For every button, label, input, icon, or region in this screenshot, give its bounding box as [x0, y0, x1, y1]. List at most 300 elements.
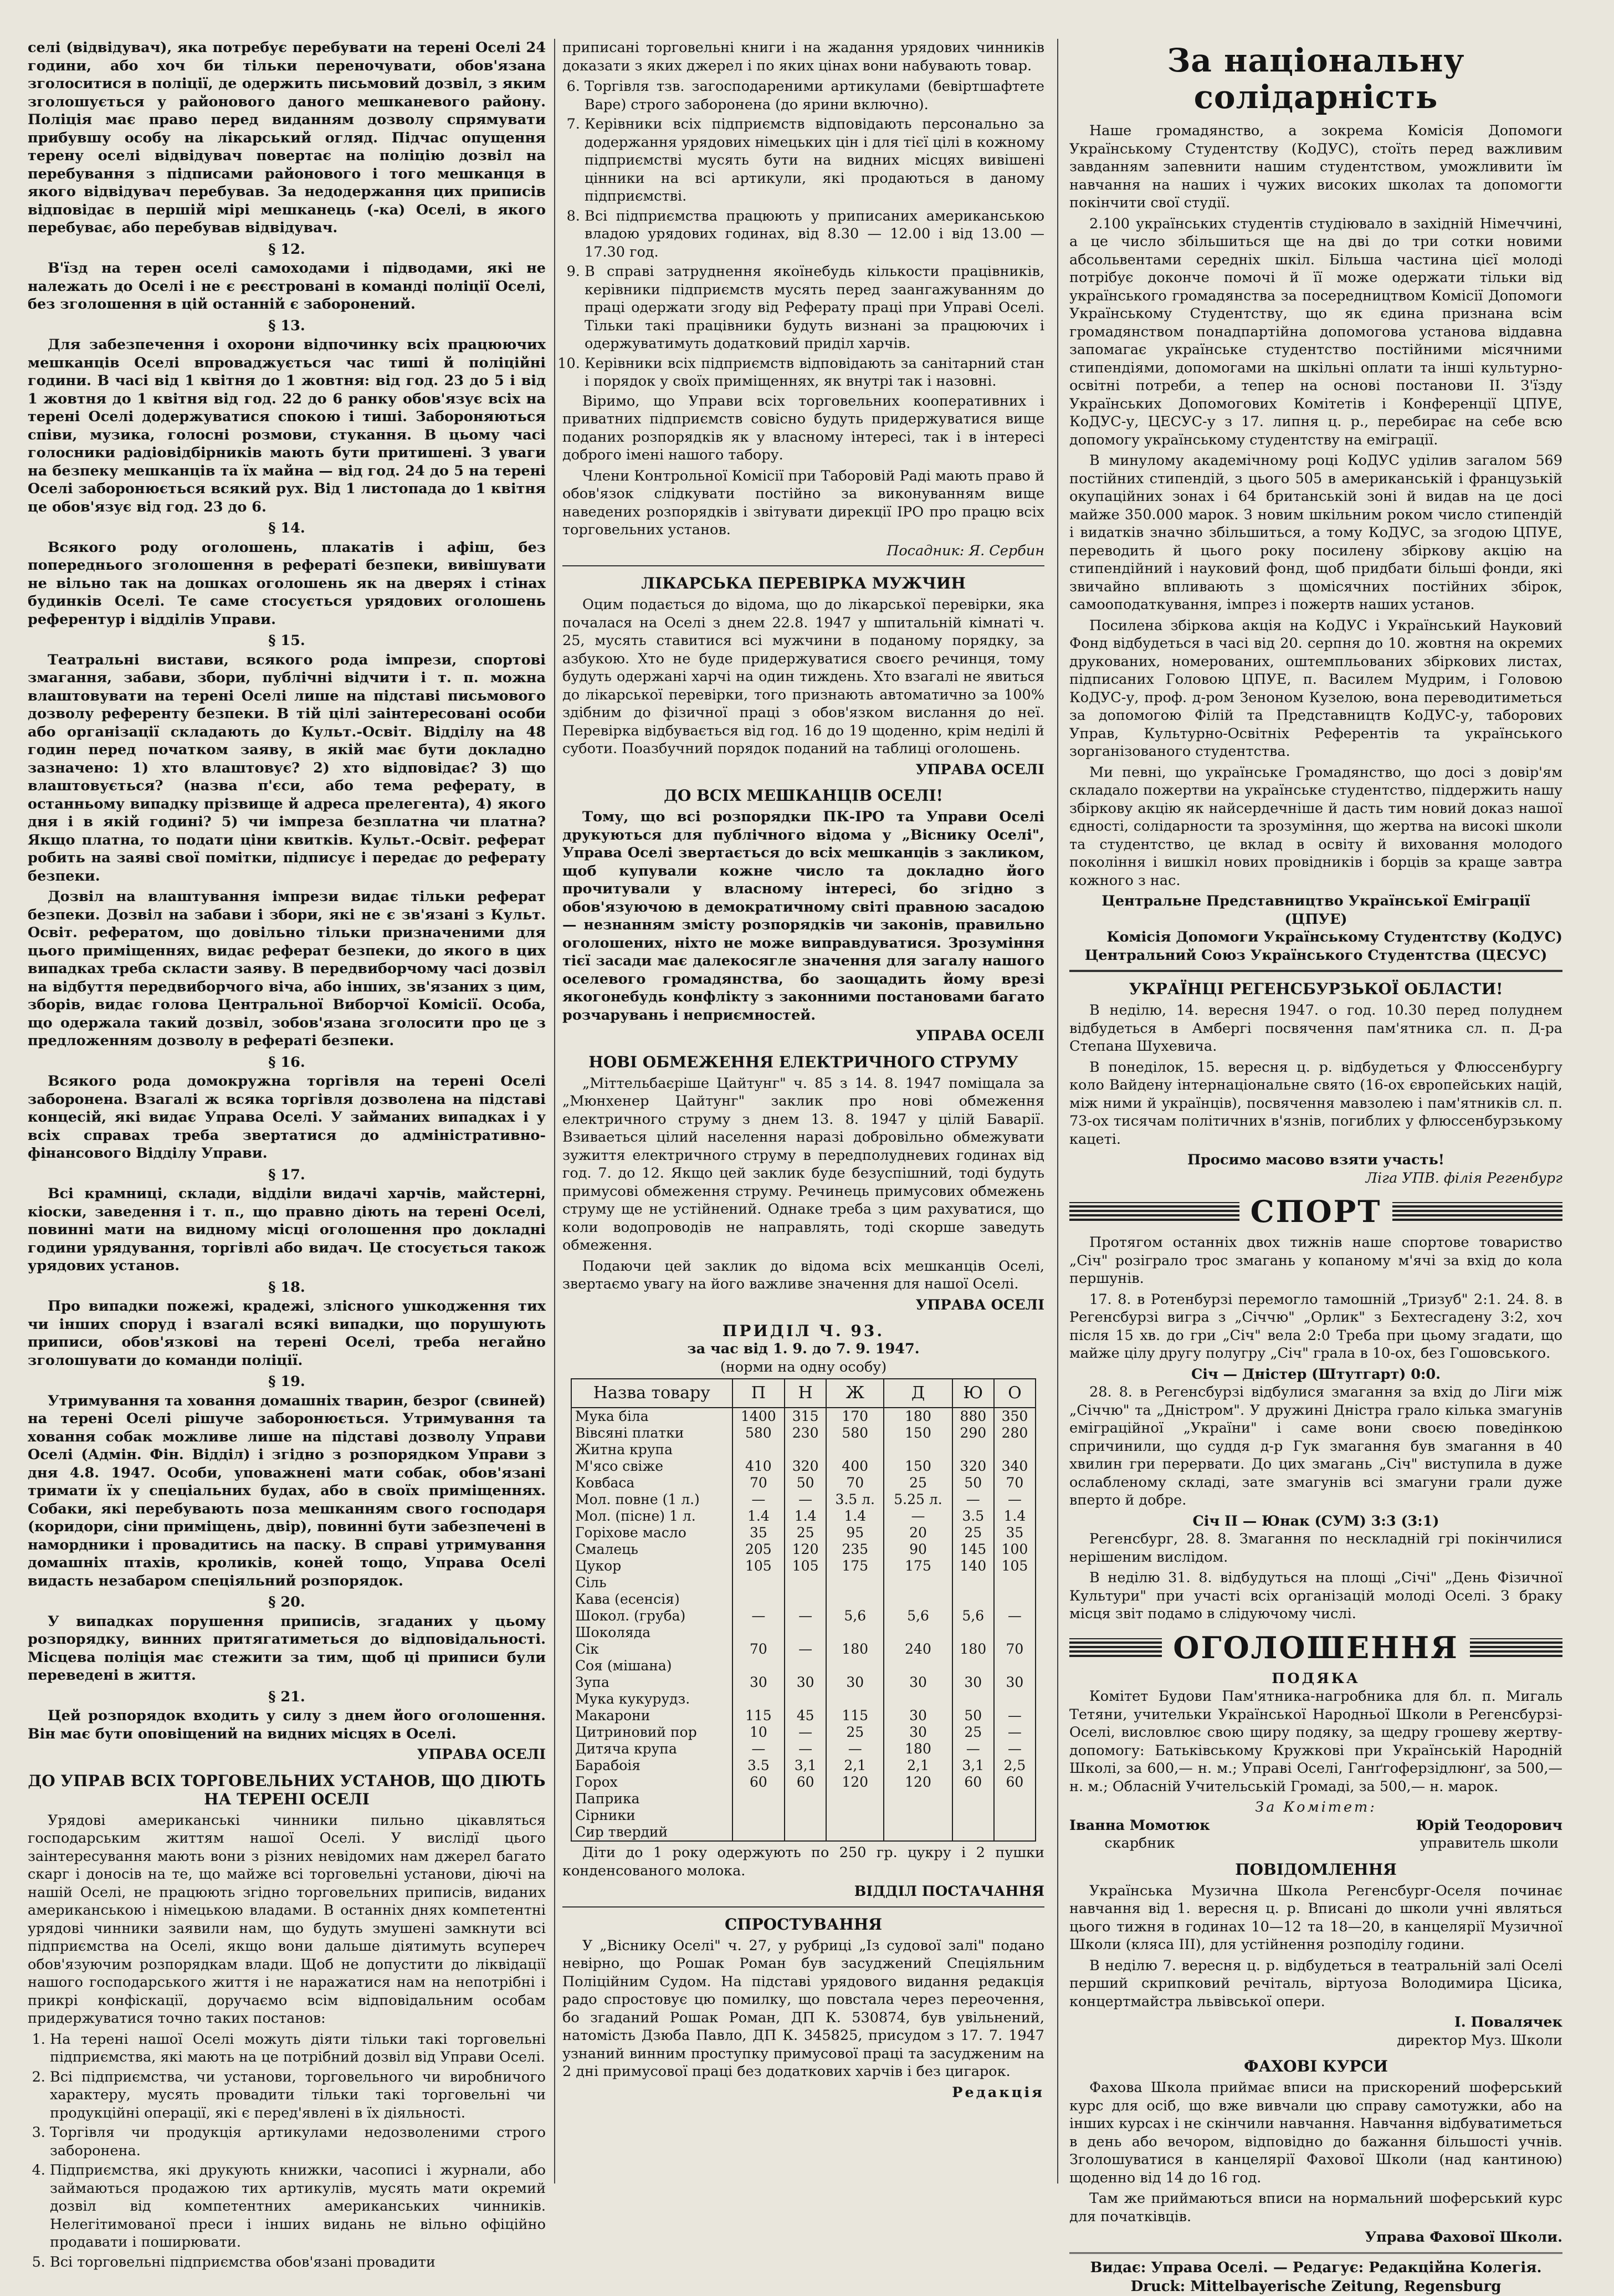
table-row — [571, 1591, 1036, 1608]
table-cell-value: 350 — [994, 1408, 1036, 1425]
banner-stripes — [1069, 1638, 1162, 1657]
table-header-item: Назва товару — [571, 1379, 732, 1408]
table-row — [571, 1475, 1036, 1491]
article-paragraph: У „Віснику Оселі" ч. 27, у рубриці „Із судової залі" подано невірно, що Рошак Роман був засуджений Спеціяльним Поліційним Судом. На підставі урядового видання редакція радо спростовує цю помилку, що повстала через переочення, бо згаданий Рошак Роман, ДП К. 530874, був увільнений, натомість Дзюба Павло, ДП К. 345825, присудом з 17. 7. 1947 узнаний винним проступку примусової праці та засудженим на 2 дні примусової праці без додаткових харчів і без цигарок. — [562, 1937, 1044, 2080]
table-cell-value: 25 — [884, 1475, 952, 1491]
table-cell-value — [732, 1807, 785, 1824]
table-cell-value — [952, 1807, 994, 1824]
table-cell-value: 280 — [994, 1425, 1036, 1441]
regulation-list — [28, 2031, 546, 2272]
table-cell-value — [785, 1824, 826, 1841]
table-cell-item: Мол. (пісне) 1 л. — [571, 1508, 732, 1525]
signature: Посадник: Я. Сербин — [887, 542, 1044, 559]
table-cell-value — [732, 1691, 785, 1707]
article-paragraph: В неділю 7. вересня ц. р. відбудеться в театральній залі Оселі перший скрипковий речіталь, віртуоза Володимира Цісика, концертмайстра львівської опери. — [1069, 1957, 1562, 2010]
regulation-list — [562, 78, 1044, 391]
signature: Центральне Представництво Української Еміграції (ЦПУЕ) — [1101, 893, 1530, 928]
table-row — [571, 1441, 1036, 1458]
table-cell-value — [826, 1624, 884, 1641]
table-cell-value: 25 — [826, 1724, 884, 1741]
article-paragraph: Урядові американські чинники пильно цікавляться господарським життям нашої Оселі. У вислідї цього заінтересування мають вони з різних невідомих нам джерел багато скарг і доносів на те, що майже всі торговельні установи, діючі на нашій Оселі, не працюють згідно торговельних приписів, виданих американською і німецькою владами. В останніх днях компетентні урядові чинники заявили нам, що будуть змушені замкнути всі підприємства на Оселі, якщо вони дальше діятимуть всупереч обов'язуючим розпорядкам влади. Щоб не допустити до ліквідації нашого господарського життя і не наражатися нам на непотрібні і прикрі конфіскації, доручаємо всім відповідальним особам придержуватися точно таких постанов: — [28, 1812, 546, 2027]
table-cell-value: 120 — [785, 1541, 826, 1558]
table-row — [571, 1774, 1036, 1791]
table-cell-item: Мука біла — [571, 1408, 732, 1425]
table-cell-item: Цитриновий пор — [571, 1724, 732, 1741]
table-row — [571, 1707, 1036, 1724]
table-cell-value — [884, 1691, 952, 1707]
table-cell-item: Шокол. (груба) — [571, 1608, 732, 1624]
article-paragraph: Про випадки пожежі, крадежі, злісного ушкодження тих чи інших споруд і взагалі всякі випадки, що порушують приписи, обов'язкові на терені Оселі, треба негайно зголошувати до команди поліції. — [28, 1298, 546, 1369]
table-cell-value — [826, 1574, 884, 1591]
table-header-group: П — [732, 1379, 785, 1408]
table-cell-value: 150 — [884, 1458, 952, 1475]
table-cell-value: — — [826, 1741, 884, 1757]
table-cell-item: Зупа — [571, 1674, 732, 1691]
table-cell-value — [785, 1691, 826, 1707]
column-divider — [554, 39, 555, 2183]
article-headline: УКРАЇНЦІ РЕГЕНСБУРЗЬКОЇ ОБЛАСТИ! — [1129, 980, 1503, 998]
table-row — [571, 1558, 1036, 1574]
table-cell-value — [952, 1691, 994, 1707]
signature-name: Юрій Теодорович — [1416, 1817, 1562, 1834]
article-headline: ФАХОВІ КУРСИ — [1244, 2057, 1388, 2075]
imprint-publisher: Видає: Управа Оселі. — Редагує: Редакційна Колегія. — [1090, 2259, 1542, 2276]
table-cell-value: 50 — [785, 1475, 826, 1491]
signature: УПРАВА ОСЕЛІ — [915, 1027, 1044, 1044]
signature: ВІДДІЛ ПОСТАЧАННЯ — [854, 1883, 1044, 1900]
signature: Управа Фахової Школи. — [1365, 2229, 1562, 2246]
table-header-group: О — [994, 1379, 1036, 1408]
table-cell-item: Горіхове масло — [571, 1525, 732, 1541]
table-cell-value: 115 — [732, 1707, 785, 1724]
table-cell-value — [884, 1574, 952, 1591]
table-cell-value — [952, 1591, 994, 1608]
article-paragraph: 17. 8. в Ротенбурзі перемогло тамошній „Тризуб" 2:1. 24. 8. в Регенсбурзі вигра з „Січчю" „Орлик" з Бехтесгадену 3:2, хоч після 15 хв. до гри „Січ" вела 2:0 Треба при цьому згадати, що майже цілу другу полугру „Січ" грала в 10-ох, без Гошовського. — [1069, 1291, 1562, 1362]
table-cell-item: Сік — [571, 1641, 732, 1658]
table-cell-value: 180 — [952, 1641, 994, 1658]
table-cell-item: М'ясо свіже — [571, 1458, 732, 1475]
section-title: ОГОЛОШЕННЯ — [1173, 1629, 1459, 1665]
table-cell-value — [732, 1791, 785, 1807]
table-row — [571, 1491, 1036, 1508]
table-cell-value — [826, 1441, 884, 1458]
table-header-row — [571, 1379, 1036, 1408]
banner-stripes — [1069, 1202, 1239, 1221]
article-paragraph: В неділю 31. 8. відбудуться на площі „Січі" „День Фізичної Культури" при участі всіх організацій молоді Оселі. З браку місця звіт подамо в слідуючому числі. — [1069, 1569, 1562, 1622]
article-paragraph: Віримо, що Управи всіх торговельних кооперативних і приватних підприємств совісно будуть придержуватися вище поданих розпорядків як у власному інтересі, так і в інтересі доброго імені нашого табору. — [562, 392, 1044, 463]
signature: УПРАВА ОСЕЛІ — [915, 1296, 1044, 1313]
list-item: 7. Керівники всіх підприємств відповідають персонально за додержання урядових німецьких цін і для тієї цілі в кожному підприємстві мусять бути на видних місцях вивішені цінники на всі артикули, які продаються в даному підприємстві. — [585, 115, 1044, 206]
table-cell-value: — — [994, 1724, 1036, 1741]
article-paragraph: Театральні вистави, всякого рода імпрези, спортові змагання, забави, збори, публічні відчити і т. п. можна влаштовувати на терені Оселі лише на підставі письмового дозволу референту безпеки. В тій цілі заінтересовані особи або організації складають до Культ.-Освіт. Відділу на 48 годин перед початком заяву, в якій має бути докладно зазначено: 1) хто влаштовує? 2) хто відповідає? 3) що влаштовується? (назва п'єси, або тема реферату, в останньому випадку прізвище й адреса прелегента), 4) якого дня і в якій годині? 5) чи імпреза безплатна чи платна? Якщо платна, то подати ціни квитків. Культ.-Освіт. реферат робить на заяві свої помітки, підписує і передає до реферату безпеки. — [28, 651, 546, 884]
article-paragraph: Члени Контрольної Комісії при Таборовій Раді мають право й обов'язок слідкувати постійно за виконуванням вище наведених розпорядків і звітувати дирекції ІРО про працю всіх торговельних установ. — [562, 467, 1044, 538]
table-cell-item: Смалець — [571, 1541, 732, 1558]
table-cell-value: 105 — [994, 1558, 1036, 1574]
table-cell-value: 290 — [952, 1425, 994, 1441]
table-cell-value — [785, 1791, 826, 1807]
ration-note-norms: (норми на одну особу) — [720, 1358, 887, 1375]
table-cell-value — [884, 1624, 952, 1641]
table-cell-value: 70 — [994, 1475, 1036, 1491]
table-cell-value: 2,5 — [994, 1757, 1036, 1774]
table-cell-item: Соя (мішана) — [571, 1658, 732, 1674]
table-cell-value — [785, 1658, 826, 1674]
table-cell-value: 175 — [884, 1558, 952, 1574]
table-cell-value — [994, 1691, 1036, 1707]
table-cell-item: Мол. повне (1 л.) — [571, 1491, 732, 1508]
table-cell-value: 1.4 — [732, 1508, 785, 1525]
table-header-group: Д — [884, 1379, 952, 1408]
table-cell-value — [785, 1574, 826, 1591]
table-cell-value: 3,1 — [952, 1757, 994, 1774]
table-cell-value: — — [994, 1741, 1036, 1757]
column-left — [28, 39, 546, 2271]
article-paragraph: Для забезпечення і охорони відпочинку всіх працюючих мешканців Оселі впроваджується час тиші й поліційні години. В часі від 1 квітня до 1 жовтня: від год. 23 до 5 і від 1 жовтня до 1 квітня від год. 22 до 6 ранку обов'язує всіх на терені Оселі додержуватися спокою і тиші. Забороняються співи, музика, голосні розмови, стукання. В цьому часі голосники радіовідбірників мають бути притишені. З уваги на безпеку мешканців та їх майна — від год. 24 до 5 на терені Оселі заборонюється всякий рух. Від 1 листопада до 1 квітня це обов'язує від год. 23 до 6. — [28, 336, 546, 515]
signature-label: За Комітет: — [1255, 1799, 1377, 1816]
table-cell-value: — — [994, 1491, 1036, 1508]
article-title: За національну солідарність — [1167, 42, 1465, 116]
table-cell-value: 25 — [785, 1525, 826, 1541]
list-item: 1. На терені нашої Оселі можуть діяти тільки такі торговельні підприємства, які мають на це потрібний дозвіл від Управи Оселі. — [50, 2031, 546, 2067]
table-cell-value — [952, 1824, 994, 1841]
table-row — [571, 1541, 1036, 1558]
table-row — [571, 1458, 1036, 1475]
signature-role: управитель школи — [1420, 1835, 1559, 1852]
banner-stripes — [1470, 1638, 1562, 1657]
table-cell-value — [884, 1791, 952, 1807]
section-number: § 15. — [268, 632, 305, 649]
table-cell-value — [785, 1441, 826, 1458]
signature-role: директор Муз. Школи — [1397, 2032, 1562, 2049]
table-cell-item: Макарони — [571, 1707, 732, 1724]
table-cell-item: Сірники — [571, 1807, 732, 1824]
table-cell-item: Барабоія — [571, 1757, 732, 1774]
section-number: § 20. — [268, 1594, 305, 1610]
table-cell-value: 880 — [952, 1408, 994, 1425]
table-cell-value: 340 — [994, 1458, 1036, 1475]
section-number: § 18. — [268, 1279, 305, 1296]
table-row — [571, 1658, 1036, 1674]
section-title: СПОРТ — [1250, 1194, 1382, 1229]
table-cell-item: Дитяча крупа — [571, 1741, 732, 1757]
table-cell-value: 90 — [884, 1541, 952, 1558]
article-paragraph: Протягом останніх двох тижнів наше спортове товариство „Січ" розіграло трос змагань у копаному м'ячі за вхід до кола першунів. — [1069, 1234, 1562, 1287]
table-cell-value — [952, 1658, 994, 1674]
article-paragraph: У випадках порушення приписів, згаданих у цьому розпорядку, винних притягатиметься до відповідальності. Місцева поліція має стежити за тим, щоб ці приписи були переведені в життя. — [28, 1613, 546, 1684]
table-cell-value: 2,1 — [884, 1757, 952, 1774]
table-cell-value: — — [732, 1491, 785, 1508]
section-number: § 12. — [268, 241, 305, 258]
table-cell-value: 410 — [732, 1458, 785, 1475]
table-cell-value — [826, 1807, 884, 1824]
list-item: 6. Торгівля тзв. загосподареними артикулами (бевіртшафтете Варе) строго заборонена (до ярини включно). — [585, 78, 1044, 114]
table-cell-value: 120 — [884, 1774, 952, 1791]
article-headline: ДО УПРАВ ВСІХ ТОРГОВЕЛЬНИХ УСТАНОВ, ЩО ДІЮТЬ НА ТЕРЕНІ ОСЕЛІ — [28, 1771, 546, 1808]
table-cell-value: 60 — [732, 1774, 785, 1791]
table-row — [571, 1741, 1036, 1757]
table-cell-value: 30 — [884, 1724, 952, 1741]
table-cell-value: 30 — [785, 1674, 826, 1691]
table-cell-value: 35 — [994, 1525, 1036, 1541]
table-cell-value — [732, 1441, 785, 1458]
table-cell-value: 60 — [994, 1774, 1036, 1791]
table-cell-value: 100 — [994, 1541, 1036, 1558]
table-cell-value: 315 — [785, 1408, 826, 1425]
table-body — [571, 1408, 1036, 1841]
table-cell-item: Житна крупа — [571, 1441, 732, 1458]
signature-right — [1416, 1817, 1562, 1853]
article-paragraph: Ми певні, що українське Громадянство, що досі з довір'ям складало пожертви на українське студентство, піддержить нашу збіркову акцію як найсердечніше й дасть тим новий доказ нашої єдності, солідарности та зрозуміння, що жертва на високі школи та студентство, це вклад в освіту й виховання молодого покоління і вишкіл нових провідників і борців за краще завтра кожного з нас. — [1069, 764, 1562, 889]
table-cell-value — [994, 1591, 1036, 1608]
signature-name: Іванна Момотюк — [1069, 1817, 1210, 1834]
table-cell-value: 235 — [826, 1541, 884, 1558]
signature-name: І. Повалячек — [1454, 2014, 1562, 2031]
imprint-printer: Druck: Mittelbayerische Zeitung, Regensburg — [1130, 2278, 1502, 2295]
table-cell-value: 145 — [952, 1541, 994, 1558]
article-paragraph: Наше громадянство, а зокрема Комісія Допомоги Українському Студентству (КоДУС), стоїть перед важливим завданням запевнити нашим студентством, уможливити їм навчання на наших і чужих високих школах та допомогти покінчити свої студії. — [1069, 122, 1562, 211]
table-row — [571, 1408, 1036, 1425]
table-cell-value — [994, 1624, 1036, 1641]
article-paragraph: Фахова Школа приймає вписи на прискорений шоферський курс для осіб, що вже вивчали цю справу самотужки, або на інших курсах і не скінчили навчання. Навчання відбуватиметься в день або вечором, відповідно до бажання більшості учнів. Зголошуватися в канцелярії Фахової Школи (над кантиною) щоденно від 14 до 16 год. — [1069, 2079, 1562, 2186]
table-cell-value — [884, 1807, 952, 1824]
article-paragraph: „Міттельбаєріше Цайтунг" ч. 85 з 14. 8. 1947 поміщала за „Мюнхенер Цайтунг" заклик про нові обмеження електричного струму з днем 13. 8. 1947 у цілій Баварії. Взиваеться цілий населення наразі добровільно обмежувати зужиття електричного струму в передполудневих годинах від год. 7. до 12. Якщо цей заклик буде безуспішний, тоді будуть примусові обмеження струму. Речинець примусових обмежень струму ще не устійнений. Однаке треба з цим рахуватися, що коли водопроводів не направлять, тоді скорше заведуть обмеження. — [562, 1075, 1044, 1254]
table-cell-value — [994, 1441, 1036, 1458]
table-cell-item: Вівсяні платки — [571, 1425, 732, 1441]
table-row — [571, 1641, 1036, 1658]
article-paragraph: В'їзд на терен оселі самоходами і підводами, які не належать до Оселі і не є реєстровані в команді поліції Оселі, без зголошення в цій останній є заборонений. — [28, 260, 546, 313]
table-row — [571, 1674, 1036, 1691]
signature: Редакція — [952, 2084, 1044, 2101]
table-cell-value: — — [785, 1641, 826, 1658]
table-cell-value — [826, 1691, 884, 1707]
column-middle — [562, 39, 1044, 2183]
table-cell-value: 50 — [952, 1475, 994, 1491]
table-cell-value — [732, 1658, 785, 1674]
table-row — [571, 1724, 1036, 1741]
table-cell-value: 35 — [732, 1525, 785, 1541]
table-cell-value: 20 — [884, 1525, 952, 1541]
table-cell-value — [785, 1807, 826, 1824]
table-cell-value — [732, 1624, 785, 1641]
table-row — [571, 1807, 1036, 1824]
table-cell-value: 5,6 — [952, 1608, 994, 1624]
ration-table — [571, 1378, 1036, 1842]
table-row — [571, 1691, 1036, 1707]
table-cell-value: — — [994, 1707, 1036, 1724]
list-item: 9. В справі затруднення якоїнебудь кількости працівників, керівники підприємств мусять перед заангажуванням до праці одержати згоду від Реферату праці при Управі Оселі. Тільки такі працівники будуть визнані за працюючих і одержуватимуть додатковий приділ харчів. — [585, 263, 1044, 353]
table-cell-value: 230 — [785, 1425, 826, 1441]
table-cell-item: Цукор — [571, 1558, 732, 1574]
table-row — [571, 1525, 1036, 1541]
table-cell-value: — — [732, 1741, 785, 1757]
table-cell-value: 70 — [826, 1475, 884, 1491]
table-cell-value: 95 — [826, 1525, 884, 1541]
ration-headline: ПРИДІЛ Ч. 93. — [722, 1322, 885, 1340]
table-cell-value — [732, 1824, 785, 1841]
table-cell-item: Ковбаса — [571, 1475, 732, 1491]
table-cell-value: 5,6 — [884, 1608, 952, 1624]
signature-left — [1069, 1817, 1210, 1853]
table-cell-value: 1.4 — [826, 1508, 884, 1525]
article-paragraph: Подаючи цей заклик до відома всіх мешканців Оселі, звертаємо увагу на його важливе значення для нашої Оселі. — [562, 1257, 1044, 1292]
table-cell-value: 580 — [826, 1425, 884, 1441]
table-cell-value — [785, 1624, 826, 1641]
column-right — [1069, 39, 1562, 2295]
article-paragraph: 2.100 українських студентів студіювало в західній Німеччині, а це число збільшиться ще на дві до три сотки новими абсольвентами середніх шкіл. Більша частина цієї молоді потрібує доконче помочі й її може одержати тільки від українського громадянства за посередництвом Комісії Допомоги Українському Студентству, що як єдина признана всім громадянством понадпартійна допомогова установа віддавна запомагає українське студентство постійними місячними стипендіями, допомогами на шкільні оплати та інші культурно-освітні потреби, а тепер на основі постанови II. З'їзду Українських Допомогових Комітетів і Конференції ЦПУЕ, КоДУС-у, ЦЕСУС-у з 17. липня ц. р., перебирає на себе всю допомогу українському студентству на еміграції. — [1069, 215, 1562, 448]
table-cell-value: — — [732, 1608, 785, 1624]
table-row — [571, 1425, 1036, 1441]
list-item: 8. Всі підприємства працюють у приписаних американською владою урядових годинах, від 8.30 — 12.00 і від 13.00 — 17.30 год. — [585, 207, 1044, 262]
list-item: 10. Керівники всіх підприємств відповідають за санітарний стан і порядок у своїх приміщеннях, як внутрі так і назовні. — [585, 355, 1044, 391]
signature: УПРАВА ОСЕЛІ — [417, 1746, 546, 1763]
table-cell-value: — — [785, 1491, 826, 1508]
article-headline: ЛІКАРСЬКА ПЕРЕВІРКА МУЖЧИН — [641, 574, 966, 592]
article-headline: ПОДЯКА — [1272, 1670, 1360, 1687]
table-cell-value: 105 — [785, 1558, 826, 1574]
table-row — [571, 1757, 1036, 1774]
ration-period: за час від 1. 9. до 7. 9. 1947. — [687, 1341, 920, 1357]
table-cell-value: 70 — [994, 1641, 1036, 1658]
table-cell-value: 175 — [826, 1558, 884, 1574]
article-paragraph: В минулому академічному році КоДУС уділив загалом 569 постійних стипендій, з цього 505 в американській і французькій окупаційних зонах і 64 британській зоні й видав на це досі майже 350.000 марок. З новим шкільним роком число стипендій і видатків значно збільшиться, а тому КоДУС, за згодою ЦПУЕ, переводить й цього року посилену збіркову акцію на стипендійний і науковий фонд, щоб придбати більші фонди, які звичайно впливають з щомісячних постійних збірок, самооподаткування, імпрез і пожертв наших установ. — [1069, 452, 1562, 613]
table-cell-value: 320 — [952, 1458, 994, 1475]
article-headline: СПРОСТУВАННЯ — [724, 1915, 883, 1934]
article-paragraph: селі (відвідувач), яка потребує перебувати на терені Оселі 24 години, або хоч би тільки переночувати, обов'язана зголоситися в поліції, де одержить письмовий дозвіл, з яким зголошується у районового даного мешканевого району. Поліція має право перед виданням дозволу спрямувати прибувшу особу на лікарський огляд. Підчас опущення терену оселі відвідувач повертає на поліцію дозвіл на перебування з підписами районового і того мешканця в якого відвідувач перебував. За недодержання цих приписів відповідає в першій мірі мешканець (-ка) Оселі, в якого перебуває, або перебував відвідувач. — [28, 39, 546, 236]
article-paragraph: Утримування та ховання домашніх тварин, безрог (свиней) на терені Оселі рішуче заборонюється. Утримування та ховання собак можливе лише на підставі дозволу Управи Оселі (Адмін. Фін. Відділ) і згідно з розпорядком Управи з дня 4.8. 1947. Особи, уповажнені мати собак, обов'язані тримати їх у спеціальних будах, або в своїх приміщеннях. Собаки, які перебувають поза мешканням свого господаря (коридори, сіни приміщень, двір), повинні бути забезпечені в намордники і провадитись на паску. В справі утримування домашніх птахів, кроликів, коней тощо, Управа Оселі видасть незабаром спеціяльний розпорядок. — [28, 1392, 546, 1589]
table-cell-value: 150 — [884, 1425, 952, 1441]
article-paragraph: приписані торговельні книги і на жадання урядових чинників доказати з яких джерел і по яких цінах вони набувають товар. — [562, 39, 1044, 74]
table-cell-item: Горох — [571, 1774, 732, 1791]
list-item: 3. Торгівля чи продукція артикулами недозволеними строго заборонена. — [50, 2124, 546, 2160]
table-cell-value: 30 — [884, 1674, 952, 1691]
table-cell-value: 3,1 — [785, 1757, 826, 1774]
table-cell-value: 180 — [884, 1408, 952, 1425]
divider — [562, 565, 1044, 566]
table-cell-item: Шоколяда — [571, 1624, 732, 1641]
table-header-group: Ю — [952, 1379, 994, 1408]
table-cell-value — [994, 1658, 1036, 1674]
article-paragraph: Дозвіл на влаштування імпрези видає тільки реферат безпеки. Дозвіл на забави і збори, які не є зв'язані з Культ. Освіт. рефератом, що довільно тільки призначеними для цього приміщеннях, видає реферат безпеки, до якого в цих випадках треба скласти заяву. В передвиборчому часі дозвіл на відбуття передвиборчого віча, або інших, зв'язаних з цим, зборів, видає голова Центральної Виборчої Комісії. Особа, що одержала такий дозвіл, зобов'язана зголосити про це з предложенням дозволу в рефераті безпеки. — [28, 888, 546, 1049]
table-cell-value — [732, 1591, 785, 1608]
table-cell-value: 140 — [952, 1558, 994, 1574]
table-cell-value: — — [785, 1724, 826, 1741]
column-divider — [1057, 39, 1058, 2183]
divider — [562, 1906, 1044, 1908]
table-cell-value: 180 — [884, 1741, 952, 1757]
table-cell-value: 45 — [785, 1707, 826, 1724]
table-cell-value: — — [952, 1491, 994, 1508]
table-cell-value: 240 — [884, 1641, 952, 1658]
table-row — [571, 1791, 1036, 1807]
section-number: § 21. — [268, 1688, 305, 1705]
article-paragraph: Цей розпорядок входить у силу з днем його оголошення. Він має бути оповіщений на видних місцях в Оселі. — [28, 1707, 546, 1742]
signature: УПРАВА ОСЕЛІ — [915, 761, 1044, 778]
section-number: § 19. — [268, 1373, 305, 1390]
article-paragraph: Оцим подається до відома, що до лікарської перевірки, яка почалася на Оселі з днем 22.8. 1947 у шпитальній кімнаті ч. 25, мусять ставитися всі мужчини в поданому порядку, за азбукою. Хто не буде придержуватися своєго речинця, тому будуть одержані харчі на один тиждень. Хто взагалі не явиться до лікарської перевірки, того признають автоматично за 100% здібним до фізичної праці з обов'язком вислання до неї. Перевірка відбувається від год. 16 до 19 щоденно, крім неділі й суботи. Поазбучний порядок поданий на таблиці оголошень. — [562, 596, 1044, 757]
table-cell-value — [732, 1574, 785, 1591]
table-cell-value: 30 — [732, 1674, 785, 1691]
table-cell-value: 3.5 — [952, 1508, 994, 1525]
table-cell-value: 3.5 л. — [826, 1491, 884, 1508]
list-item: 5. Всі торговельні підприємства обов'язані провадити — [50, 2253, 546, 2272]
table-cell-value: 3.5 — [732, 1757, 785, 1774]
table-cell-value: 60 — [785, 1774, 826, 1791]
article-paragraph: 28. 8. в Регенсбурзі відбулися змагання за вхід до Ліги між „Січчю" та „Дністром". У дружині Дністра грало кілька змагунів еміграційної „України" і саме вони своєю поведінкою спричинили, що суддя д-р Гук змагання був змагання в 40 хвилин гри перервати. До цих змагань „Січ" виступила в дуже ослабленому складі, зате змагунів всі змагуни грали дуже вперто й добре. — [1069, 1384, 1562, 1508]
table-cell-value: 1400 — [732, 1408, 785, 1425]
table-cell-value: 580 — [732, 1425, 785, 1441]
article-paragraph: Там же приймаються вписи на нормальний шоферський курс для початківців. — [1069, 2190, 1562, 2225]
signature: Центральний Союз Українського Студентства (ЦЕСУС) — [1084, 947, 1548, 964]
table-row — [571, 1508, 1036, 1525]
table-cell-value — [952, 1574, 994, 1591]
article-paragraph: Регенсбург, 28. 8. Змагання по нескладній грі покінчилися нерішеним вислідом. — [1069, 1531, 1562, 1566]
article-paragraph: Всі крамниці, склади, відділи видачі харчів, майстерні, кіоски, заведення і т. п., що правно діють на терені Оселі, повинні мати на видному місці оголошення про докладні години урядування, торгівлі або видач. Це стосується також урядових установ. — [28, 1185, 546, 1274]
table-cell-item: Сир твердий — [571, 1824, 732, 1841]
signature: Комісія Допомоги Українському Студентству (КоДУС) — [1106, 929, 1562, 945]
table-cell-value — [826, 1791, 884, 1807]
table-cell-value — [952, 1791, 994, 1807]
table-cell-value: — — [785, 1741, 826, 1757]
section-number: § 13. — [268, 317, 305, 334]
table-cell-value — [952, 1624, 994, 1641]
table-row — [571, 1608, 1036, 1624]
table-cell-item: Паприка — [571, 1791, 732, 1807]
table-cell-value — [994, 1824, 1036, 1841]
table-cell-value: 25 — [952, 1724, 994, 1741]
section-number: § 17. — [268, 1166, 305, 1183]
table-cell-item: Кава (есенсія) — [571, 1591, 732, 1608]
table-cell-value — [994, 1807, 1036, 1824]
article-paragraph: Всякого роду оголошень, плакатів і афіш, без попереднього зголошення в рефераті безпеки, вивішувати не вільно так на дошках оголошень як на дверях і стінах будинків Оселі. Те саме стосується урядових оголошень референтур і відділів Управи. — [28, 539, 546, 628]
table-cell-value: — — [884, 1508, 952, 1525]
table-cell-value: 1.4 — [994, 1508, 1036, 1525]
signature: Ліга УПВ. філія Регенбург — [1365, 1169, 1562, 1187]
section-banner-sport — [1069, 1195, 1562, 1228]
table-cell-value — [952, 1441, 994, 1458]
table-cell-value: 400 — [826, 1458, 884, 1475]
table-cell-value: 50 — [952, 1707, 994, 1724]
table-cell-value: 30 — [994, 1674, 1036, 1691]
article-paragraph: Посилена збіркова акція на КоДУС і Український Науковий Фонд відбудеться в часі від 20. серпня до 10. жовтня на окремих друкованих, номерованих, оштемпльованих збіркових листах, підписаних Головою ЦПУЕ, п. Василем Мудрим, і Головою КоДУС-у, проф. д-ром Зеноном Кузелою, вона переводитиметься за допомогою Філій та Представництв КоДУС-у, таборових Управ, Культурно-Освітніх Референтів та українського зорганізованого студентства. — [1069, 617, 1562, 760]
signature-role: скарбник — [1104, 1835, 1175, 1852]
list-item: 2. Всі підприємства, чи установи, торговельного чи виробничого характеру, мусять провадити тільки такі торговельні чи продукційні операції, які є перед'явлені в їх діяльності. — [50, 2068, 546, 2123]
table-cell-value: 70 — [732, 1641, 785, 1658]
article-headline: ПОВІДОМЛЕННЯ — [1235, 1860, 1397, 1879]
table-cell-value: 5.25 л. — [884, 1491, 952, 1508]
ration-footnote: Діти до 1 року одержують по 250 гр. цукру і 2 пушки конденсованого молока. — [562, 1844, 1044, 1879]
table-cell-value: 180 — [826, 1641, 884, 1658]
article-paragraph: В неділю, 14. вересня 1947. о год. 10.30 перед полуднем відбудеться в Амбергі посвячення пам'ятника сл. п. Д-ра Степана Шухевича. — [1069, 1002, 1562, 1055]
table-cell-value — [785, 1591, 826, 1608]
table-cell-value: 30 — [952, 1674, 994, 1691]
match-result: Січ II — Юнак (СУМ) 3:3 (3:1) — [1192, 1512, 1439, 1530]
article-paragraph: Українська Музична Школа Регенсбург-Оселя починає навчання від 1. вересня ц. р. Вписані до школи учні являться цього тижня в годинах 10—12 та 18—20, в канцелярії Музичної Школи (кляса III), для устійнення розподілу години. — [1069, 1882, 1562, 1953]
table-cell-value: 105 — [732, 1558, 785, 1574]
table-header-group: Ж — [826, 1379, 884, 1408]
table-cell-value: 320 — [785, 1458, 826, 1475]
table-cell-value — [826, 1591, 884, 1608]
table-cell-value — [884, 1441, 952, 1458]
match-result: Січ — Дністер (Штутгарт) 0:0. — [1191, 1366, 1441, 1383]
table-cell-value: 2,1 — [826, 1757, 884, 1774]
table-cell-value: — — [785, 1608, 826, 1624]
table-cell-value — [994, 1574, 1036, 1591]
article-paragraph: Комітет Будови Пам'ятника-нагробника для бл. п. Мигаль Тетяни, учительки Української Народньої Школи в Регенсбурзі-Оселі, висловлює свою щиру подяку, за щедру грошеву жертву-допомогу: Батьківському Кружкові при Українській Народній Школі, за 600,— н. м.; Управі Оселі, Ганґгоферзідлюнґ, за 500,— н. м.; Обласній Учительській Громаді, за 500,— н. марок. — [1069, 1688, 1562, 1795]
table-cell-value: 30 — [884, 1707, 952, 1724]
table-cell-value: 5,6 — [826, 1608, 884, 1624]
article-paragraph: Всякого рода домокружна торгівля на терені Оселі заборонена. Взагалі ж всяка торгівля дозволена на підставі концесій, які видає Управа Оселі. У займаних випадках і у всіх справах треба звертатися до адміністративно-фінансового Відділу Управи. — [28, 1073, 546, 1162]
table-cell-value: 1.4 — [785, 1508, 826, 1525]
